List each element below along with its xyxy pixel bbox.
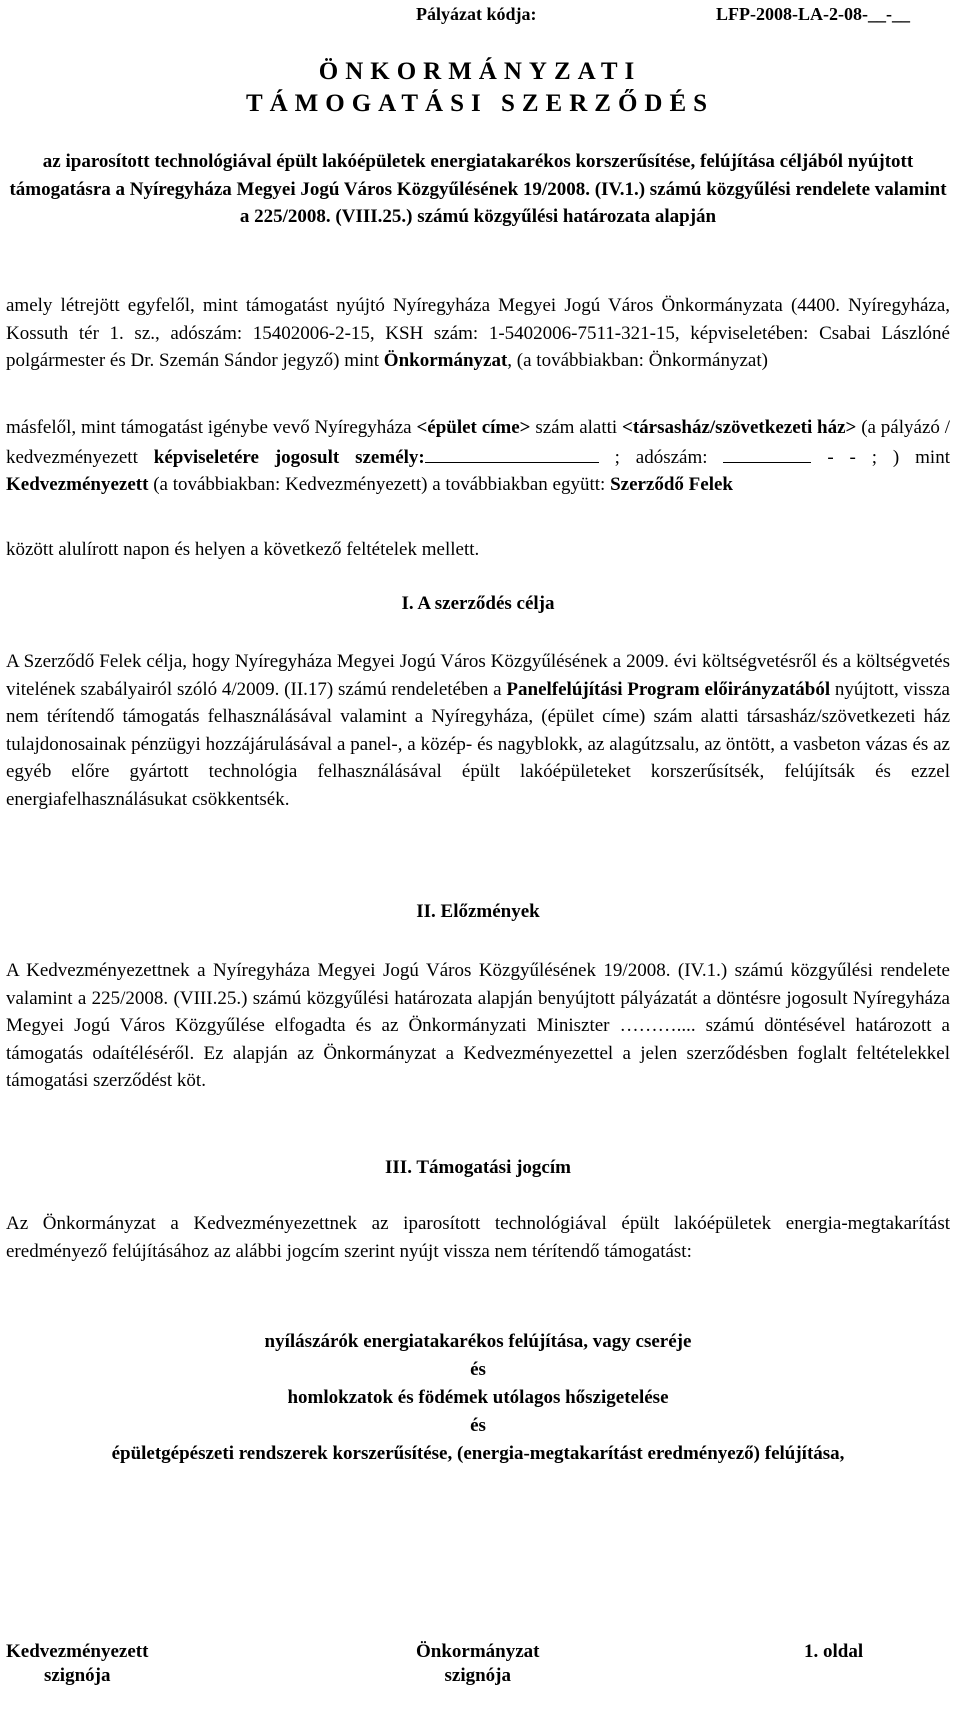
party-beneficiary-paragraph xyxy=(6,414,950,499)
section-3-heading: III. Támogatási jogcím xyxy=(385,1157,571,1178)
between-line: között alulírott napon és helyen a következő feltételek mellett. xyxy=(6,539,480,560)
house-type-placeholder: <társasház/szövetkezeti ház> xyxy=(622,417,857,438)
party2-text-6: (a továbbiakban: Kedvezményezett) a továbbiakban együtt: xyxy=(148,474,611,495)
footer-mid-line-2: szignója xyxy=(444,1665,511,1686)
program-name-bold: Panelfelújítási Program előirányzatából xyxy=(506,678,831,700)
tax-number-blank-field xyxy=(723,442,811,463)
party2-text-4: ; adószám: xyxy=(598,446,724,468)
grant-item-1: nyílászárók energiatakarékos felújítása, vagy cseréje xyxy=(264,1331,692,1352)
party2-text-5: - - ; ) mint xyxy=(811,446,950,468)
grant-item-3: épületgépészeti rendszerek korszerűsítése, (energia-megtakarítást eredményező) felújítása, xyxy=(111,1443,845,1464)
building-address-placeholder: <épület címe> xyxy=(416,417,531,438)
contracting-parties-bold: Szerződő Felek xyxy=(610,474,733,495)
footer-left-line-1: Kedvezményezett xyxy=(6,1641,149,1662)
application-code-label: Pályázat kódja: xyxy=(416,4,537,24)
beneficiary-bold-name: Kedvezményezett xyxy=(6,474,149,495)
footer-mid-line-1: Önkormányzat xyxy=(416,1641,540,1662)
representative-label: képviseletére jogosult személy: xyxy=(153,446,425,468)
section1-text-1: A Szerződő Felek célja, hogy Nyíregyháza Megyei Jogú Város Közgyűlésének a 2009. évi költségvetésről és a költségvetés vitelének szabályairól szóló 4/2009. (II.17) számú rendeletében a xyxy=(6,651,950,700)
municipality-signature-label xyxy=(416,1640,540,1688)
party-municipality-paragraph xyxy=(6,292,950,375)
section1-text-2: nyújtott, vissza nem térítendő támogatás felhasználásával valamint a Nyíregyháza, (épület címe) szám alatti társasház/szövetkezeti ház tulajdonosainak pénzügyi hozzájárulásával a panel-, a közép- és nagyblokk, az alagútzsalu, az öntött, a vasbeton vázas és az egyéb előre gyártott technológia felhasználásával épült lakóépületeket korszerűsítsék, felújítsák és ezzel energiafelhasználásukat csökkentsék. xyxy=(6,678,950,810)
section-1-paragraph xyxy=(6,648,950,813)
party1-text-a: amely létrejött egyfelől, mint támogatást nyújtó Nyíregyháza Megyei Jogú Város Önkormányzata (4400. Nyíregyháza, Kossuth tér 1. sz., adószám: 15402006-2-15, KSH szám: 1-5402006-7511-321-15, képviseletében: Csabai Lászlóné polgármester és Dr. Szemán Sándor jegyző) mint xyxy=(6,295,950,371)
page-number: 1. oldal xyxy=(804,1641,864,1662)
party1-bold-name: Önkormányzat xyxy=(383,350,508,371)
section-3-paragraph: Az Önkormányzat a Kedvezményezettnek az iparosított technológiával épült lakóépületek energia-megtakarítást eredményező felújításához az alábbi jogcím szerint nyújt vissza nem térítendő támogatást: xyxy=(6,1213,950,1262)
footer-left-line-2: szignója xyxy=(43,1665,111,1686)
party2-text-2: szám alatti xyxy=(530,417,623,438)
party1-text-b: , (a továbbiakban: Önkormányzat) xyxy=(507,350,768,371)
representative-blank-field xyxy=(425,442,599,463)
title-line-1: ÖNKORMÁNYZATI xyxy=(318,58,642,85)
grant-and-2: és xyxy=(470,1415,486,1436)
section-2-heading: II. Előzmények xyxy=(416,901,540,922)
title-line-2: TÁMOGATÁSI SZERZŐDÉS xyxy=(245,90,715,117)
party2-text-1: másfelől, mint támogatást igénybe vevő Nyíregyháza xyxy=(6,417,417,438)
document-subtitle: az iparosított technológiával épült lakóépületek energiatakarékos korszerűsítése, felújítása céljából nyújtott támogatásra a Nyíregyháza Megyei Jogú Város Közgyűlésének 19/2008. (IV.1.) számú közgyűlési rendelete valamint a 225/2008. (VIII.25.) számú közgyűlési határozata alapján xyxy=(9,151,947,227)
section-2-paragraph: A Kedvezményezettnek a Nyíregyháza Megyei Jogú Város Közgyűlésének 19/2008. (IV.1.) számú közgyűlési rendelete valamint a 225/2008. (VIII.25.) számú közgyűlési határozata alapján benyújtott pályázatát a döntésre jogosult Nyíregyháza Megyei Jogú Város Közgyűlése elfogadta és az Önkormányzati Miniszter ……….... számú döntésével határozott a támogatás odaítéléséről. Ez alapján az Önkormányzat a Kedvezményezettel a jelen szerződésben foglalt feltételekkel támogatási szerződést köt. xyxy=(6,960,950,1091)
application-code-value: LFP-2008-LA-2-08-__-__ xyxy=(716,4,910,24)
grant-item-2: homlokzatok és födémek utólagos hőszigetelése xyxy=(287,1387,669,1408)
party2-text-3: (a pályázó / kedvezményezett xyxy=(6,417,950,468)
grant-and-1: és xyxy=(470,1359,486,1380)
section-1-heading: I. A szerződés célja xyxy=(401,593,555,614)
beneficiary-signature-label xyxy=(6,1640,148,1688)
